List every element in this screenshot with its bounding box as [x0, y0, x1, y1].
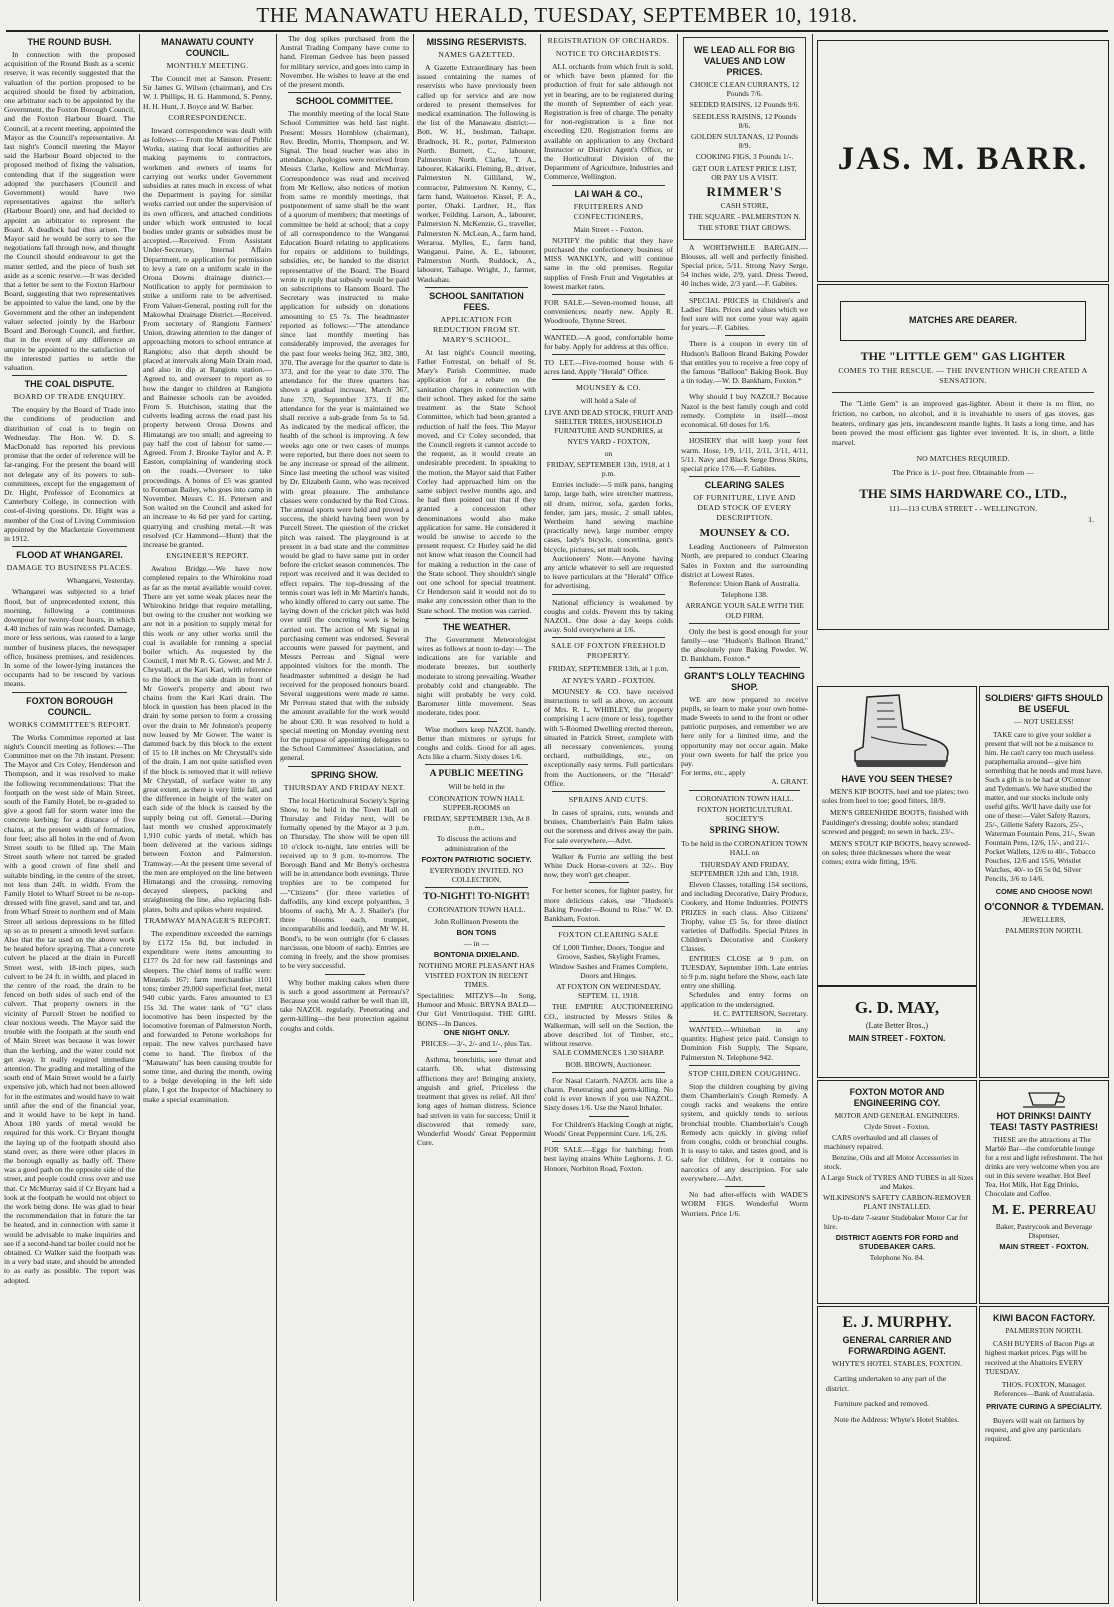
- sanitation-article: At last night's Council meeting, Father Forrestal, on behalf of St. Mary's Parish Committee, made application for a rebate on the sanitation charges in connection with their school. They asked for the same treatment as the State School Committee, which had been granted a reduction of half the fees. The Mayor moved, and Cr Coley seconded, that the Council regrets it cannot accede to the request, as it would create an undesirable precedent. In speaking to the motion, the Mayor said that Father Corley had approached him on the same subject twelve months ago, and he had then pointed out that if they granted a concession other denominations would also make application for same. He considered it would be unwise to accede to the present request. Cr Hurley said he did not know what reason the Council had for making a reduction in the case of the State school. They shouldn't single out one school for special treatment. Cr Henderson said it would not do to make any concession other than to the State school. The motion was carried.: [417, 347, 536, 615]
- nazol-advert: Wise mothers keep NAZOL handy. Better than mixtures or syrups for coughs and colds. Good for all ages. Acts like a charm. Sixty doses 1/6.: [417, 724, 536, 762]
- divider: [689, 1021, 800, 1022]
- hort-show-line: FOXTON HORTICULTURAL SOCIETY'S: [696, 804, 793, 823]
- price-item: SEEDLESS RAISINS, 12 Pounds 8/6.: [692, 111, 797, 130]
- peppermint-cure-verse: Asthma, bronchitis, sore throat and catarrh. Oh, what distressing afflictions they are! Bringing anxiety, anguish and grief, Priceless the treatment that gives us relief. All thro' long ages of human distress, Science had striven in vain for success; Until it discovered that remedy sure, Wonderful Woods' Great Peppermint Cure.: [417, 1055, 536, 1148]
- sprains-text: In cases of sprains, cuts, wounds and bruises, Chamberlain's Pain Balm takes out the soreness and drives away the pain. For sale everywhere.—Advt.: [544, 808, 673, 845]
- baking-powder-advert: For better scones, for lighter pastry, for more delicious cakes, use "Hudson's Baking Powder—Bound to Rise." W. D. Bankham, Foxton.: [544, 886, 673, 924]
- county-council-headline: MANAWATU COUNTY COUNCIL.: [161, 37, 254, 58]
- foxton-council-subhead: WORKS COMMITTEE'S REPORT.: [8, 719, 131, 729]
- divider: [689, 292, 800, 293]
- g-d-may-sub: (Late Better Bros.,): [865, 1021, 929, 1030]
- oconnor-name: O'CONNOR & TYDEMAN.: [984, 902, 1104, 913]
- divider: [832, 392, 1094, 393]
- gas-lighter-advert: [817, 284, 1109, 630]
- freehold-sale-date: FRIDAY, SEPTEMBER 13th, at 1 p.m.: [548, 664, 669, 674]
- rimmers-address: THE SQUARE - PALMERSTON N.: [688, 212, 801, 222]
- divider: [12, 692, 127, 693]
- coal-dispute-article: The enquiry by the Board of Trade into the conditions of production and distribution of coal is to begin on Wednesday. The Hon. W. D. S. MacDonald has reported his previous promise that the order of reference will be far-ranging. For the present the board will not delegate any of its powers to sub-committees, except for the engagement of Dr. Hight, Professor of Economics at Canterbury College, in connection with cost-of-living questions. Dr. Hight was a member of the Cost of Living Commission appointed by the Mackenzie Government in 1912.: [4, 405, 135, 543]
- column-rule: [540, 34, 541, 1601]
- divider: [725, 335, 765, 336]
- tonight-one-night: ONE NIGHT ONLY.: [443, 1027, 510, 1037]
- missing-reservists-article: A Gazette Extraordinary has been issued containing the names of reservists who have previously been called up for service and are now ordered to present themselves for medical examination. The following is the list of the Manawatu district:— Bott, W. H., bushman, Taihape. Bradnock, H. R., porter, Palmerston North. Burnett, C., labourer, Palmerston North. Clarke, T. A., labourer, Kakariki. Fleming, B., driver, Palmerston N. Gilliland, W., contractor, Palmerston N. Kenny, C., farm hand, Waitoetoe. Kissel, P. A., porter, Ohaki. Lardner, H., flax worker, Feilding. Larson, A., labourer, Palmerston N. McKenzie, G., traveller, Palmerston N. McLean, A., farm hand, Weraroa. Mylles, E., farm hand, Wanganui. Paine, A. E., labourer, Palmerston North. Ruddock, A., labourer, Taihape. Wright, J., farmer, Waukahau.: [417, 63, 536, 284]
- public-meeting-line: FRIDAY, SEPTEMBER 13th, At 8 p.m.,: [423, 814, 530, 833]
- rimmers-sub: CASH STORE,: [720, 201, 769, 211]
- column-rule: [276, 34, 277, 1601]
- murphy-address: WHYTE'S HOTEL STABLES, FOXTON.: [831, 1359, 963, 1368]
- divider: [552, 926, 665, 927]
- g-d-may-name: G. D. MAY,: [854, 998, 940, 1017]
- foxton-motor-line: WILKINSON'S SAFETY CARBON-REMOVER PLANT INSTALLED.: [822, 1193, 972, 1211]
- g-d-may-advert: [817, 986, 977, 1078]
- divider: [689, 790, 800, 791]
- masthead: THE MANAWATU HERALD, TUESDAY, SEPTEMBER 10, 1918.: [256, 3, 858, 27]
- missing-reservists-subhead: NAMES GAZETTED.: [438, 50, 515, 59]
- murphy-text: Carting undertaken to any part of the district.: [826, 1374, 947, 1393]
- little-gem-no-matches: NO MATCHES REQUIRED.: [916, 453, 1010, 463]
- hats-advert: SPECIAL PRICES in Children's and Ladies' Hats. Prices and values which we feel sure will not come your way again for years.—F. Gabites.: [681, 295, 808, 333]
- clearing-sale-time: SALE COMMENCES 1.30 SHARP.: [552, 1048, 665, 1058]
- mounsey-sale-line: NYE'S YARD - FOXTON,: [567, 437, 650, 447]
- soldiers-gifts-sub: — NOT USELESS!: [1014, 717, 1074, 726]
- divider: [457, 721, 497, 722]
- tramway-report-subhead: TRAMWAY MANAGER'S REPORT.: [144, 915, 271, 925]
- foxton-motor-title: FOXTON MOTOR AND ENGINEERING COY.: [849, 1087, 945, 1108]
- mounsey-sale-line: on: [604, 448, 613, 458]
- murphy-advert: [817, 1306, 977, 1604]
- soldiers-gifts-come: COME AND CHOOSE NOW!: [995, 887, 1093, 896]
- divider: [689, 432, 800, 433]
- foxton-motor-line: CARS overhauled and all classes of machinery repaired.: [824, 1133, 939, 1151]
- column-rule: [677, 34, 678, 1601]
- kiwi-bacon-title: KIWI BACON FACTORY.: [992, 1313, 1095, 1323]
- foxton-council-headline: FOXTON BOROUGH COUNCIL.: [26, 695, 113, 717]
- engineer-report-text: Awahou Bridge.—We have now completed repairs to the Whirokino road as far as the metal available would cover. There are yet some weak places near the Whirokino bridge that require metalling, but owing to the crusher not working we are not in a position to supply metal for this work or any other works until the coal is available for running a special boiler which. As requested by the Council, I met Mr R. G. Gower, and Mr J. Chrystall, at the Kari Kari, with reference to the block in the side drain in front of Mr Gower's property and about two chains from the Kari Kari drain. The block in question has been placed in the drain by some person to form a crossing over the drain to Mr Johnston's property now leased by Mr Gower. The water is dammed back by this block to the extent of 15 to 18 inches on Mr Chrystall's side of the drain. I am not quite satisfied even if the block is removed that it will relieve Mr Chrystall, of surface water to any great extent, as there is very little fall, and the difference in height of the water on each side of the block is caused by the supply being cut off. General.—During last month we crushed approximately 1,910 cubic yards of metal, which has been delivered at the various sidings between Foxton and Palmerston. Tramway.—At the present time several of the men are employed on the line between Himatangi and the crossing, removing decayed sleepers, packing and straightening the line, also replacing fish-plates, bolts and spikes where required.: [143, 564, 272, 914]
- school-committee-article: The monthly meeting of the local State School Committee was held last night. Present: Messrs Hornblow (chairman), Rev. Bredin, Morris, Thompson, and W. Signal. The head teacher was also in attendance. Apologies were received from Messrs Clarke, Kellow and McMurray. Correspondence was read and received from Mr Kellow, also notices of motion from same re monthly meetings, that postponement of same shall be the want of a quorum of members; that meetings of committee be held at school; that a copy of all correspondence to the Wanganui Education Board relating to applications for repairs or additions to buildings, subsidies, etc, be handed to the district representative of the Board. The Board wrote in reply that subsidy would be paid on subscriptions to Hansom Board. The Secretary was instructed to make application for subsidy on donations amounting to £5 7s. The headmaster reported as follows:—"The attendance since last monthly meeting has considerably improved, the averages for the past four weeks being 362, 382, 380, 370. The average for the quarter to date is 373, and for the year to date 370. The attendance for the three quarters has shown a gradual increase, March 367, June 370, September 373. If the attendance for the year is maintained we shall receive a sub-grade from 5s to 5d. As indicated by the medical officer, the health of the school is improving. A few weeks ago one or two cases of mumps were reported, but there does not seem to be any increase or spread of the ailment. Since last meeting the school was visited by Dr. Elizabeth Gunn, who was received with great pleasure. The ambulance classes were conducted by the Red Cross. The annual sports were held and proved a success, the shield having been won by Purcell Street. The question of the cricket pitch was raised. The playground is at present in a bad state and the committee would be glad to have same put in order before the cricket season commences. The report was received and it was decided to effect repairs. The top-dressing of the tennis court was left in Mr Martin's hands, who kindly offered to carry out same. The laying down of the cricket pitch was held over until the concreting work is being carried out. The action of Mr Signal in purchasing cement was endorsed. Several accounts were passed for payment, and Messrs Perreau and Signal were appointed visitors for the month. The headmaster submitted a design he had received for the proposed honours board. Several suggestions were made re same. Mr Perreau stated that with the subsidy the amount available for the work would be about £30. It was resolved to hold a special meeting on Monday evening next for the purpose of appointing delegates to the School Committees' Association, and general.: [280, 109, 409, 763]
- foxton-motor-agents: DISTRICT AGENTS FOR FORD and STUDEBAKER CARS.: [835, 1233, 959, 1251]
- clearing-sale-items: Of 1,000 Timber, Doors, Tongue and Groove, Sashes, Skylight Frames, Window Sashes and Frames Complete, Doors and Hinges.: [549, 943, 668, 980]
- freehold-sale-text: MOUNSEY & CO. have received instructions to sell as above, on account of Mrs. R. L. WHIBLEY, the property comprising 1 acre (more or less), together with 5-Roomed Dwelling erected thereon, situated in Patrick Street, complete with all necessary conveniences, young orchard, outbuildings, etc., on exceptionally easy terms. Full particulars from the Auctioneers, or the "Herald" Office.: [544, 686, 673, 788]
- grants-lolly-title: GRANT'S LOLLY TEACHING SHOP.: [684, 670, 805, 692]
- bargain-advert: A WORTHWHILE BARGAIN.—Blouses, all well and perfectly finished. Special price, 5/11. Strong Navy Serge, 54 inches wide, 2/9, yard. Dress Tweed, 40 inches wide, 2/3 yard.—F. Gabites.: [681, 242, 808, 289]
- spring-show-headline: SPRING SHOW.: [310, 769, 378, 780]
- mounsey-sale-line: will hold a Sale of: [580, 396, 637, 406]
- flood-headline: FLOOD AT WHANGAREI.: [16, 550, 123, 561]
- round-bush-headline: THE ROUND BUSH.: [27, 37, 112, 47]
- matches-title: MATCHES ARE DEARER.: [908, 315, 1017, 325]
- orchard-registration-text: ALL orchards from which fruit is sold, or which have been planted for the production of fruit for sale although not yet in bearing, are to be registered during the month of September of each year. Registration is free of charge. The penalty for non-registration is a fine not exceeding £20. Registration forms are available on application to any Orchard Instructor or District Agent's Office, or the Horticultural Division of the Department of Agriculture, Industries and Commerce, Wellington.: [544, 62, 673, 182]
- sprains-title: SPRAINS AND CUTS.: [568, 795, 649, 804]
- classified-for-sale: FOR SALE.—Seven-roomed house, all conveniences; nearly new. Apply R. Woodroofe, Thynne Street.: [544, 298, 673, 326]
- foxton-motor-line: A Large Stock of TYRES AND TUBES in all Sizes and Makes.: [820, 1173, 974, 1191]
- column-3: [280, 34, 409, 1603]
- whitebait-wanted: WANTED.—Whitebait in any quantity. Highest price paid. Consign to Dominion Fish Supply, The Square, Palmerston N. Telephone 942.: [681, 1025, 808, 1062]
- teacup-icon: [1009, 1087, 1079, 1109]
- rimmers-tagline: THE STORE THAT GROWS.: [698, 223, 791, 233]
- hosiery-advert: HOSIERY that will keep your feet warm. Hose, 1/9, 1/11, 2/11, 3/11, 4/11, 5/11. Navy and Black Serge Dress Skirts, special price 17/6.—F. Gabites.: [681, 436, 808, 473]
- tonight-presents: John Rollinson Presents the: [434, 916, 519, 926]
- price-list-footer: GET OUR LATEST PRICE LIST, OR PAY US A VISIT.: [692, 163, 797, 182]
- public-meeting-line: To discuss the actions and administration of the: [436, 834, 517, 853]
- hot-drinks-text: THESE are the attractions at The Marble Bar—the comfortable lounge for a rest and light refreshment. The hot drinks are very welcome when you are out in this severe weather. Hot Beef Tea, Hot Milk, Hot Egg Drinks, Chocolate and Coffee.: [985, 1135, 1103, 1198]
- murphy-note: Note the Address: Whyte's Hotel Stables.: [834, 1414, 960, 1424]
- stop-coughing-text: Stop the children coughing by giving them Chamberlain's Cough Remedy. A cough racks and weakens the entire system, and quickly tends to serious bronchial trouble. Chamberlain's Cough Remedy acts quickly in giving relief from coughs, colds or bronchial coughs. It is easy to take, and tastes good, and is safe for children, for it contains no narcotics of any description. For sale everywhere.—Advt.: [681, 1081, 808, 1183]
- foxton-council-article: The Works Committee reported at last night's Council meeting as follows:—The Committee met on the 7th instant. Present: The Mayor and Crs Coley, Henderson and Thompson, and it was resolved to make the following recommendations: That the footpath on the west side of Main Street, south of the Family Hotel, be re-graded to give a good fall for storm water into the concrete kerbing; for a distance of five chains, at the present width of formation, four feet; also all holes in the end of Avon Street south to be filled up. The Main Street south where not tarred be graded with a good crown of fine shell and suitable binding, in the centre of the street, not less than 24ft. in width. From the Family Hotel to Wharf Street to be re-top-dressed with fine gravel, sand and tar, and from Wharf Street to northern end of Main Street all serious depressions to be filled up so as to present a smooth level surface. Also that the tar used on the above work be heated before spraying. That a concrete culvert be placed at the drain in Purcell Street west, with 18-inch pipes, such culvert to be 24 ft. in width, and placed in the centre of the road, the drain to be fenced on both sides of such end of the culvert. That property owners in the vicinity of Purcell Street be notified to clear noxious weeds. The Mayor said the trouble with the footpath at the south end of Main Street was because it was lower than the kerbing, and the water could not get away. It really required immediate attention. The grading and metalling of the south end of Main Street would be a fairly expensive job, which had not been allowed for in the estimates and would have to wait until after the end of the financial year, and it would have to be kept in hand. About 180 yards of metal would be required for this work. Cr Bryant thought the laying up of the footpath should also stand over, as there were other places in the borough equally as badly off. There was a good path on the opposite side of the street, and people could cross over and use that. Cr McMurray said if Cr Bryant had a look at the footpath he would not object to the work being done. He was glad to hear the recommendation that in future the tar be heated, and in connection with same it would be advisable to make inquiries and see if a second-hand tar boiler could not be obtained. Cr Walker said the footpath was in a very bad state, and should be attended to as early as possible. The report was adopted.: [4, 732, 135, 1285]
- nazol-why-advert: Why should I buy NAZOL? Because Nazol is the best family cough and cold remedy. Complete in itself—most economical. 60 doses for 1/6.: [681, 392, 808, 430]
- divider: [425, 764, 528, 765]
- marble-bar-advert: [979, 1080, 1109, 1304]
- childrens-cough-advert: For Children's Hacking Cough at night, Woods' Great Peppermint Cure. 1/6, 2/6.: [544, 1119, 673, 1138]
- flood-subhead: DAMAGE TO BUSINESS PLACES.: [6, 563, 133, 573]
- divider: [12, 375, 127, 376]
- stop-coughing-title: STOP CHILDREN COUGHING.: [688, 1068, 801, 1078]
- lai-wah-subhead: FRUITERERS AND CONFECTIONERS,: [573, 201, 644, 221]
- weather-article: The Government Meteorologist wires as follows at noon to-day:— The indications are for variable and moderate breezes, but southerly moderate to strong prevailing. Weather probably cold and changeable. The night will probably be very cold. Barometer little movement. Seas moderate, tides poor.: [417, 634, 536, 718]
- freehold-sale-title: SALE OF FOXTON FREEHOLD PROPERTY.: [551, 641, 666, 661]
- hort-show-line: To be held in the CORONATION TOWN HALL on: [681, 839, 808, 858]
- tramway-continued-text: The dog spikes purchased from the Austral Trading Company have come to hand. Fireman Gedvee has been passed for military service, and goes into camp in November. He wishes to leave at the end of the present month.: [280, 34, 409, 90]
- tonight-bon-tons: BON TONS: [456, 927, 497, 937]
- hort-show-entries: ENTRIES CLOSE at 9 p.m. on TUESDAY, September 10th. Late entries to 9 p.m. night before the Show, each late entry one shilling.: [681, 953, 808, 991]
- mounsey-co-telephone: Telephone 138.: [721, 590, 768, 600]
- tonight-title: TO-NIGHT! TO-NIGHT!: [423, 891, 530, 903]
- tonight-in: — in —: [464, 939, 489, 949]
- kiwi-bacon-sub: PALMERSTON NORTH.: [1005, 1326, 1083, 1335]
- foxton-motor-line: Up-to-date 7-seater Studebaker Motor Car for hire.: [824, 1213, 968, 1231]
- coal-dispute-subhead: BOARD OF TRADE ENQUIRY.: [13, 392, 126, 402]
- public-meeting-title: A PUBLIC MEETING: [429, 768, 524, 780]
- tonight-hall: CORONATION TOWN HALL.: [427, 905, 526, 915]
- mounsey-co-arrange: ARRANGE YOUR SALE WITH THE OLD FIRM.: [685, 601, 804, 620]
- divider: [552, 637, 665, 638]
- county-council-intro: The Council met at Sanson. Present: Sir James G. Wilson (chairman), and Crs W. J. Phillips, H. G. Hammond, S. Penny, H. H. Hunt, J. Boyce and W. Barber.: [143, 74, 272, 111]
- foxton-motor-line: Benzine, Oils and all Motor Accessories in stock.: [824, 1153, 959, 1171]
- hort-show-schedules: Schedules and entry forms on application to the undersigned.: [681, 990, 808, 1009]
- divider: [689, 667, 800, 668]
- sanitation-headline: SCHOOL SANITATION FEES.: [429, 290, 524, 312]
- divider: [725, 1186, 765, 1187]
- divider: [689, 1065, 800, 1066]
- grants-lolly-text: WE are now prepared to receive pupils, so learn to make your own home-made Sweets to send to the front or other patriotic purposes, and remember we are here only for a limited time, and the opportunity may not occur again. Make your own sweets for half the price you pay.: [681, 694, 808, 768]
- kiwi-bacon-advert: [979, 1306, 1109, 1604]
- big-values-advert: [683, 37, 806, 240]
- classified-eggs: FOR SALE.—Eggs for hatching; from best laying strains White Leghorns. J. G. Honore, Norbiton Road, Foxton.: [544, 1145, 673, 1173]
- hort-show-title: SPRING SHOW.: [709, 825, 780, 837]
- little-gem-text: The "Little Gem" is an improved gas-lighter. About it there is no flint, no friction, no carbon, no alcohol, and it is invaluable to users of gas stoves, gas heaters, ordinary gas jets, incandescent mantle lights. It lasts a long time, and has been proved the most efficient gas lighter ever invented. It is, in short, a little marvel.: [832, 399, 1094, 448]
- little-gem-subhead: COMES TO THE RESCUE. — THE INVENTION WHICH CREATED A SENSATION.: [838, 366, 1088, 385]
- classified-to-let: TO LET.—Five-roomed house with 6 acres land. Apply "Herald" Office.: [544, 358, 673, 377]
- spring-show-subhead: THURSDAY AND FRIDAY NEXT.: [283, 782, 406, 792]
- mounsey-sale-title: MOUNSEY & CO.: [576, 383, 641, 393]
- price-item: CHOICE CLEAN CURRANTS, 12 Pounds 7/6.: [689, 80, 800, 99]
- hort-show-text: Eleven Classes, totalling 154 sections, and including Decorative, Dairy Produce, Cookery, and Home Industries. POINTS PRIZES in each class. Also Citizens' Trophy, value £5 5s, for three distinct varieties of Daffodils. Special Prizes in Children's Decorative and Cookery Classes.: [681, 880, 808, 954]
- divider: [589, 1116, 629, 1117]
- flood-dateline: Whangarei, Yesterday.: [66, 576, 135, 586]
- oconnor-address: PALMERSTON NORTH.: [1005, 926, 1083, 935]
- boots-advert: [817, 686, 977, 986]
- divider: [425, 287, 528, 288]
- foxton-motor-telephone: Telephone No. 84.: [869, 1253, 925, 1262]
- divider: [552, 379, 665, 380]
- clearing-sale-auctioneer: BOB. BROWN, Auctioneer.: [565, 1059, 652, 1069]
- clearing-sale-date: AT FOXTON ON WEDNESDAY, SEPTEM. 11, 1918.: [556, 982, 661, 1001]
- column-2: [143, 34, 272, 1603]
- grants-lolly-terms: For terms, etc., apply: [681, 768, 746, 778]
- divider: [689, 476, 800, 477]
- mounsey-co-text: Leading Auctioneers of Palmerston North, are prepared to conduct Clearing Sales in Foxton and the surrounding district at Lowest Rates.: [681, 542, 808, 579]
- column-rule: [139, 34, 140, 1601]
- mounsey-sale-entries: Entries include:—5 milk pans, hanging lamp, large bath, wire stretcher mattress, oil drum, mirror, sofa, garden forks, fender, jam jars, music, 2 small tables, Wertheim hand sewing machine (practically new), large number empty cases, lady's bicycle, concertina, gent's bicycle, pictures, set malt tools.: [544, 480, 673, 554]
- boots-item: MEN'S STOUT KIP BOOTS, heavy screwed-on soles; three thicknesses where the wear comes; extra wide fitting, 19/6.: [822, 839, 971, 867]
- sanitation-subhead: APPLICATION FOR REDUCTION FROM ST. MARY'S SCHOOL.: [433, 314, 520, 344]
- clearing-sale-title: FOXTON CLEARING SALE: [558, 930, 659, 940]
- engineer-report-subhead: ENGINEER'S REPORT.: [166, 551, 249, 561]
- tramway-report-text: The expenditure exceeded the earnings by £172 15s 8d, but included in expenditure were items amounting to £177 0s 2d for new rail fastenings and sleepers. The chief items of traffic were: Minerals 167; farm merchandise 1101 tons; timber 29,000 superficial feet, metal 940 cubic yards. Fares amounted to £3 15s 3d. The water tank of "G" class locomotive has been inspected by the locomotive foreman of Palmerston North, and forwarded to Petone workshops for repair. The new valves purchased have come to hand. The firebox of the "Manawatu" has been causing trouble for some time, and during the month, owing to a bulge developing in the left side plate, I got the Inspector of Machinery to make a special examination.: [143, 928, 272, 1104]
- sims-hardware-address: 111—113 CUBA STREET - - WELLINGTON.: [888, 503, 1038, 513]
- boots-item: MEN'S KIP BOOTS, heel and toe plates; two soles from heel to toe; good fitters, 18/9.: [822, 787, 969, 806]
- column-6: [681, 34, 808, 1603]
- price-item: GOLDEN SULTANAS, 12 Pounds 8/9.: [690, 132, 799, 151]
- price-item: COOKING FIGS, 3 Pounds 1/-.: [695, 152, 794, 162]
- column-rule: [812, 34, 813, 1601]
- barr-advert: [817, 40, 1109, 282]
- nasal-catarrh-advert: For Nasal Catarrh. NAZOL acts like a charm. Penetrating and germ-killing. No cold is ever known if you use NAZOL. Sixty doses 1/6. Use the Nazol Inhaler.: [544, 1075, 673, 1113]
- column-rule: [413, 34, 414, 1601]
- barr-name: JAS. M. BARR.: [837, 141, 1089, 177]
- mounsey-sale-line: LIVE AND DEAD STOCK, FRUIT AND SHELTER TREES, HOUSEHOLD FURNITURE AND SUNDRIES, at: [544, 407, 673, 436]
- murphy-name: E. J. MURPHY.: [842, 1314, 952, 1331]
- tonight-bontonia: BONTONIA DIXIELAND.: [433, 950, 520, 960]
- hot-drinks-title: HOT DRINKS! DAINTY TEAS! TASTY PASTRIES!: [989, 1111, 1098, 1132]
- divider: [12, 546, 127, 547]
- school-committee-headline: SCHOOL COMMITTEE.: [295, 96, 394, 107]
- correspondence-text: Inward correspondence was dealt with as follows:— From the Minister of Public Works, stating that local authorities are making payments to contractors, workmen and owners of teams for carrying out works under Government subsidies at rates much in excess of what the Department is paying for similar works carried out under the supervision of its own officers, and attached conditions under which work entrusted to local bodies under grants or subsidies must be accepted.—Received. From Assistant Under-Secretary, Internal Affairs Department, re application for permission to levy a rate on a uniform scale in the Oroua Downs drainage district.—Notification to apply for permission to strike a uniform rate to be advertised. From Valuer-General, posting roll for the Makowhai Drainage District.—Received. From secretary of Rangiotu Farmers' Union, drawing attention to the danger of approaching motors to school entrance at Rangiotu; also that depth should be placed at intervals along Main Drain road, and also in dip at Rangiotu station.—Agreed to, and overseer to report as to how the danger to children at Rangiotu and Bainesse schools can be avoided. From S. Hutchison, stating that the culverts leading across the road past his property between Oroua Downs and Himatangi are too small; and agreeing to pay half the cost of labour for same.—Agreed. From J. Brooke Taylor and A. P. Easton, complaining of wandering stock on the roads.—Overseer to take proceedings. A bonus of £5 was granted to Foreman Bailey, who goes into camp in November. Messrs C. H. Petersen and Son waited on the Council and asked for an increase to 4s 6d per yard for carting, quarrying and crushing metal.—It was resolved (Cr Hammond—Hunt) that the increase be granted.: [143, 125, 272, 549]
- murphy-sub: GENERAL CARRIER AND FORWARDING AGENT.: [842, 1335, 952, 1356]
- divider: [288, 92, 401, 93]
- divider: [689, 623, 800, 624]
- auctioneers-note: Auctioneers' Note.—Anyone having any article whatever to sell are requested to leave particulars at the "Herald" Office for advertising.: [544, 553, 673, 591]
- lai-wah-address: Main Street - - Foxton.: [573, 224, 644, 234]
- divider: [457, 1051, 497, 1052]
- oconnor-sub: JEWELLERS,: [1022, 915, 1066, 924]
- big-values-title: WE LEAD ALL FOR BIG VALUES AND LOW PRICES.: [694, 45, 795, 77]
- public-meeting-line: Will be held in the: [448, 782, 505, 792]
- mounsey-co-title: MOUNSEY & CO.: [699, 527, 790, 540]
- kiwi-bacon-manager: THOS. FOXTON, Manager. References—Bank of Australasia.: [993, 1380, 1095, 1399]
- round-bush-article: In connection with the proposed acquisition of the Round Bush as a scenic reserve, it was recently suggested that the valuation of the portion proposed to be acquired should be fixed by arbitration, one arbitrator each to be appointed by the Government, the Foxton Borough Council, and the Foxton Harbour Board. The Council, at a recent meeting, appointed the Mayor as the Council's representative. At last night's Council meeting the Mayor said the Harbour Board objected to the proposed method of fixing the valuation, contending that if the suggestion were adopted the purchasers (Council and Government) would have two representatives against the seller's (Harbour Board) one, and had decided to appoint an arbitrator to represent the Board. A deadlock had thus arisen. The Mayor said he would be sorry to see the negotiations fall through now, and thought the Council should endeavour to get the matter settled, and the piece of bush set aside as a scenic reserve.—It was decided that a letter be sent to the Foxton Harbour Board, suggesting that two representatives be appointed to value the land, one by the Government and the other an independent valuer selected jointly by the Harbour Board and Borough Council, and further, that in the event of any difference an umpire be appointed to the satisfaction of the interested parties to settle the valuation.: [4, 50, 135, 372]
- coupon-advert: There is a coupon in every tin of Hudson's Balloon Brand Baking Powder that entitles you to receive a free copy of the famous "Balloon" Baking Book. Buy a tin today.—W. D. Bankham, Foxton.*: [681, 339, 808, 386]
- county-council-subhead: MONTHLY MEETING.: [166, 61, 249, 70]
- divider: [589, 882, 629, 883]
- little-gem-price: The Price is 1/- post free. Obtainable from —: [892, 467, 1034, 477]
- column-5: [544, 34, 673, 1603]
- divider: [552, 1072, 665, 1073]
- hort-show-line: THURSDAY AND FRIDAY, SEPTEMBER 12th and 13th, 1918.: [690, 859, 799, 878]
- divider: [552, 185, 665, 186]
- clearing-sale-text: THE EMPIRE AUCTIONEERING CO., instructed by Messrs Stiles & Walkerman, will sell on the Section, the above described lot of Timber, etc., without reserve.: [544, 1002, 673, 1049]
- foxton-motor-address: Clyde Street - Foxton.: [864, 1122, 930, 1131]
- classified-wanted: WANTED.—A good, comfortable home for baby. Apply for address at this office.: [544, 332, 673, 351]
- boots-question: HAVE YOU SEEN THESE?: [841, 774, 953, 784]
- worm-figs-advert: No bad after-effects with WADE'S WORM FIGS. Wonderful Worm Worriers. Price 1/6.: [681, 1190, 808, 1218]
- perreau-sub: Baker, Pastrycook and Beverage Dispenser,: [995, 1222, 1093, 1240]
- divider: [552, 294, 665, 295]
- lai-wah-text: NOTIFY the public that they have purchased the confectionery business of MISS WANKLYN, and will continue same in the old premises. Regular supplies of Fresh Fruit and Vegetables at lowest market rates.: [544, 235, 673, 291]
- divider: [552, 329, 665, 330]
- soldiers-gifts-title: SOLDIERS' GIFTS SHOULD BE USEFUL: [985, 693, 1103, 714]
- sims-hardware-number: 1.: [1088, 515, 1094, 525]
- mounsey-sale-line: FRIDAY, SEPTEMBER 13th, 1918, at 1 p.m.: [546, 459, 671, 478]
- public-meeting-line: FOXTON PATRIOTIC SOCIETY.: [421, 854, 532, 864]
- weather-headline: THE WEATHER.: [442, 621, 511, 632]
- kiwi-bacon-footer: Buyers will wait on farmers by request, and give any particulars required.: [985, 1415, 1085, 1444]
- kiwi-bacon-text: CASH BUYERS of Bacon Pigs at highest market prices. Pigs will be received at the Abattoirs EVERY TUESDAY.: [985, 1339, 1095, 1376]
- foxton-motor-advert: [817, 1080, 977, 1304]
- public-meeting-line: EVERYBODY INVITED. NO COLLECTION.: [429, 866, 524, 885]
- national-efficiency-advert: National efficiency is weakened by coughs and colds. Prevent this by taking NAZOL. One dose a day keeps colds away. Sold everywhere at 1/6.: [544, 597, 673, 635]
- orchard-registration-subhead: NOTICE TO ORCHARDISTS.: [555, 49, 662, 58]
- correspondence-subhead: CORRESPONDENCE.: [168, 112, 247, 122]
- divider: [552, 354, 665, 355]
- flood-article: Whangarei was subjected to a brief flood, but of unprecedented extent, this morning, following a continuous downpour for twenty-four hours, in which 4.40 inches of rain was recorded. Damage, more or less serious, was caused to a large number of business places, the newspaper office, business premises, and residences. In some of the lower-lying instances the occupants had to be rescued by various means.: [4, 587, 135, 689]
- cakes-advert: Why bother making cakes when there is such a good assortment at Perreau's? Because you would rather be well than ill, take NAZOL regularly. Penetrating and germ-killing—the best protection against coughs and colds.: [280, 977, 409, 1033]
- clearing-sales-subhead: OF FURNITURE, LIVE AND DEAD STOCK OF EVERY DESCRIPTION.: [693, 493, 796, 523]
- price-item: SEEDED RAISINS, 12 Pounds 9/6.: [689, 100, 800, 110]
- kiwi-bacon-private: PRIVATE CURING A SPECIALITY.: [986, 1402, 1102, 1412]
- g-d-may-address: MAIN STREET - FOXTON.: [848, 1034, 946, 1043]
- hort-show-line: CORONATION TOWN HALL.: [695, 793, 794, 803]
- divider: [552, 1141, 665, 1142]
- divider: [288, 766, 401, 767]
- spring-show-article: The local Horticultural Society's Spring Show, to be held in the Town Hall on Thursday and Friday next, will be formally opened by the Mayor at 3 p.m. on Thursday. The show will be open till 10 o'clock to-night, late entries will be received up to 9 p.m. to-morrow. The Borough Band and Mr Betty's orchestra will be in attendance both evenings. Three trophies are to be competed for—"Citizens" (for three varieties of daffodils, any kind except polyanthus, 3 blooms of each), Mr A. J. Shailer's (for three blooms each, trumpet, incomparabilis and leedsii), and Mr W. H. Bond's, to be won outright (for 6 classes narcissus, one bloom of each). Entries are coming in freely, and the show promises to be very successful.: [280, 795, 409, 971]
- rimmers-title: RIMMER'S: [706, 184, 783, 200]
- column-1: [4, 34, 135, 1603]
- masthead-rule: [6, 30, 1108, 32]
- freehold-sale-place: AT NYE'S YARD - FOXTON.: [561, 675, 656, 685]
- public-meeting-line: CORONATION TOWN HALL SUPPER-ROOMS on: [428, 793, 525, 812]
- matches-banner: [840, 301, 1086, 341]
- divider: [425, 887, 528, 888]
- sims-hardware-title: THE SIMS HARDWARE CO., LTD.,: [859, 485, 1067, 501]
- orchard-registration-title: REGISTRATION OF ORCHARDS.: [547, 36, 670, 45]
- balloon-brand-advert: Only the best is good enough for your family—use "Hudson's Balloon Brand," the absolutely pure Baking Powder. W. D. Bankham, Foxton.*: [681, 626, 808, 664]
- mounsey-co-reference: Reference: Union Bank of Australia.: [688, 578, 801, 588]
- divider: [725, 388, 765, 389]
- perreau-address: MAIN STREET - FOXTON.: [999, 1242, 1089, 1251]
- divider: [552, 594, 665, 595]
- missing-reservists-headline: MISSING RESERVISTS.: [426, 37, 527, 47]
- column-4: [417, 34, 536, 1603]
- divider: [552, 791, 665, 792]
- divider: [325, 974, 365, 975]
- boots-item: MEN'S GREENHIDE BOOTS, finished with Pauldinger's dressing; double soles; standard screwed and pegged; no sewn in back, 23/-.: [822, 808, 969, 836]
- soldiers-gifts-advert: [979, 686, 1109, 1078]
- perreau-name: M. E. PERREAU: [991, 1203, 1097, 1218]
- divider: [552, 848, 665, 849]
- horse-covers-advert: Walker & Furrie are selling the best White Duck Horse-covers at 32/-. Buy now, they won't get cheaper.: [544, 851, 673, 880]
- little-gem-title: THE "LITTLE GEM" GAS LIGHTER: [860, 349, 1066, 363]
- divider: [425, 618, 528, 619]
- lai-wah-title: LAI WAH & CO.,: [574, 188, 643, 199]
- hort-show-secretary: H. C. PATTERSON, Secretary.: [713, 1008, 808, 1018]
- tonight-line: NOTHING MORE PLEASANT HAS VISITED FOXTON IN RECENT TIMES.: [418, 961, 535, 989]
- grants-lolly-name: A. GRANT.: [771, 777, 808, 787]
- murphy-furniture: Furniture packed and removed.: [834, 1399, 929, 1409]
- tonight-prices: PRICES:—3/-, 2/- and 1/-, plus Tax.: [421, 1039, 532, 1049]
- foxton-motor-sub: MOTOR AND GENERAL ENGINEERS.: [834, 1111, 960, 1120]
- boot-illustration-icon: [837, 689, 957, 771]
- tonight-specialities: Specialities: MITZYS—In Song, Humour and Music. BRYNA BALD—Our Girl Ventriloquist. THE GIRL BONS—In Dances.: [417, 991, 536, 1028]
- clearing-sales-title: CLEARING SALES: [704, 480, 785, 491]
- coal-dispute-headline: THE COAL DISPUTE.: [24, 379, 115, 390]
- soldiers-gifts-text: TAKE care to give your soldier a present that will not be a nuisance to him. He can't carry too much useless paraphernalia around—give him something that he needs and must have. Such a gift is to be had at O'Connor and Tydeman's. We have studied the matter, and our stocks include only useful gifts. We'll have daily use for one of these:—Valet Safety Razors, 25/-, Gillette Safety Razors, 25/-, Waterman Fountain Pens, 21/-, Swan Fountain Pens, 12/6, 15/-, and 21/-. Pocket Wallets, 12/6 to 40/-, Tobacco Pouches, 12/6 and 15/6, Wristlet Watches, 40/- to £6 5s 0d, Silver Pencils, 3/6 to 14/6.: [985, 730, 1103, 883]
